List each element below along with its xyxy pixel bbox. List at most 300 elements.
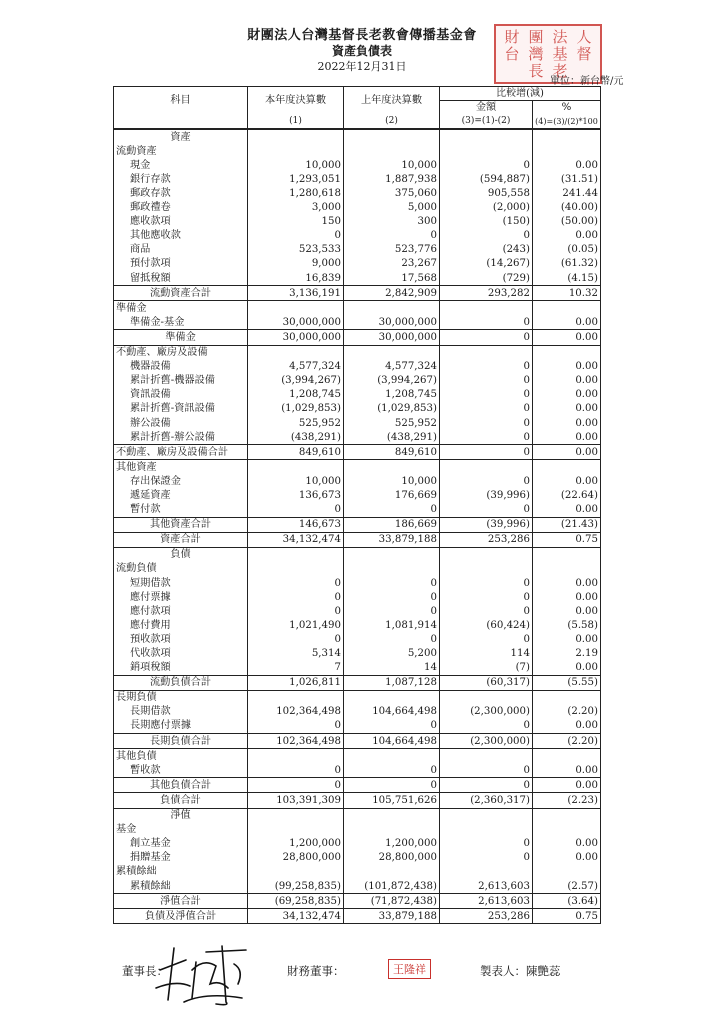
preparer-label: 製表人：陳艷蕊 (480, 964, 561, 978)
cell-a: 0 (248, 778, 344, 793)
cell-c: (14,267) (440, 257, 533, 271)
seal-char: 台 (504, 44, 520, 63)
row-label: 應付票據 (114, 590, 248, 604)
cell-b: 0 (344, 590, 440, 604)
row-label: 機器設備 (114, 360, 248, 374)
cell-d (533, 865, 601, 879)
cell-c (440, 129, 533, 144)
cell-b (344, 144, 440, 158)
row-label: 累計折舊-機器設備 (114, 374, 248, 388)
cell-a: 30,000,000 (248, 330, 344, 345)
cell-a: 102,364,498 (248, 705, 344, 719)
cell-b: (1,029,853) (344, 402, 440, 416)
cell-b: (101,872,438) (344, 879, 440, 894)
cell-d (533, 144, 601, 158)
cell-c: (594,887) (440, 172, 533, 186)
table-row (114, 271, 601, 286)
cell-d: 0.00 (533, 430, 601, 445)
row-label: 其他負債 (114, 749, 248, 764)
table-row (114, 823, 601, 837)
cell-a: 3,136,191 (248, 286, 344, 301)
cell-d: 0.00 (533, 503, 601, 518)
cell-d (533, 562, 601, 576)
cell-a: 525,952 (248, 416, 344, 430)
cell-d: (4.15) (533, 271, 601, 286)
table-row (114, 517, 601, 532)
cell-a: 10,000 (248, 474, 344, 488)
cell-d (533, 129, 601, 144)
cell-c: 0 (440, 416, 533, 430)
balance-sheet-table (113, 86, 601, 924)
cell-a (248, 547, 344, 562)
cell-c: 0 (440, 445, 533, 460)
report-date: 2022年12月31日 (317, 60, 407, 73)
cell-b: 1,887,938 (344, 172, 440, 186)
seal-char: 灣 (528, 44, 544, 63)
cell-c: (2,360,317) (440, 793, 533, 808)
table-row (114, 604, 601, 618)
cell-b: 300 (344, 215, 440, 229)
cell-b: 105,751,626 (344, 793, 440, 808)
cell-a: 1,208,745 (248, 388, 344, 402)
currency-unit: 單位：新台幣/元 (550, 76, 624, 87)
cell-a (248, 823, 344, 837)
cell-c: (39,996) (440, 488, 533, 502)
cell-d: (31.51) (533, 172, 601, 186)
cell-a (248, 129, 344, 144)
cell-d: 0.00 (533, 851, 601, 865)
cell-c: 114 (440, 646, 533, 660)
header-col1: (1) (248, 114, 344, 129)
cell-c (440, 345, 533, 360)
cell-b: 525,952 (344, 416, 440, 430)
table-row (114, 590, 601, 604)
table-row (114, 301, 601, 316)
cell-c (440, 562, 533, 576)
table-row (114, 632, 601, 646)
cell-a: 103,391,309 (248, 793, 344, 808)
table-row (114, 646, 601, 660)
table-row (114, 661, 601, 676)
table-row (114, 547, 601, 562)
row-label: 資產 (114, 129, 248, 144)
cell-d: (2.20) (533, 734, 601, 749)
row-label: 資產合計 (114, 532, 248, 547)
cell-b: 5,200 (344, 646, 440, 660)
header-prior-year: 上年度決算數 (344, 87, 440, 115)
row-label: 捐贈基金 (114, 851, 248, 865)
cell-c: (60,317) (440, 675, 533, 690)
row-label: 銷項稅額 (114, 661, 248, 676)
cell-d (533, 345, 601, 360)
cell-b: 14 (344, 661, 440, 676)
row-label: 創立基金 (114, 837, 248, 851)
header-amount: 金額 (440, 101, 533, 115)
cell-c: 0 (440, 632, 533, 646)
cell-d: 2.19 (533, 646, 601, 660)
cell-a (248, 865, 344, 879)
row-label: 現金 (114, 158, 248, 172)
table-row (114, 503, 601, 518)
table-row (114, 837, 601, 851)
table-row (114, 474, 601, 488)
cell-c: 0 (440, 837, 533, 851)
cell-b: 17,568 (344, 271, 440, 286)
cell-b: 2,842,909 (344, 286, 440, 301)
row-label: 代收款項 (114, 646, 248, 660)
cell-c: 0 (440, 315, 533, 330)
cell-b: 375,060 (344, 186, 440, 200)
cell-d: 0.00 (533, 374, 601, 388)
header-current-year: 本年度決算數 (248, 87, 344, 115)
cell-a: 9,000 (248, 257, 344, 271)
cell-b: 1,087,128 (344, 675, 440, 690)
seal-char: 長 (528, 61, 544, 80)
cell-d (533, 808, 601, 823)
table-row (114, 158, 601, 172)
cell-b (344, 562, 440, 576)
table-row (114, 690, 601, 705)
header-subject: 科目 (114, 87, 248, 115)
row-label: 郵政存款 (114, 186, 248, 200)
seal-char: 人 (576, 27, 592, 46)
row-label: 淨值合計 (114, 894, 248, 909)
table-row (114, 144, 601, 158)
row-label: 不動產、廠房及設備合計 (114, 445, 248, 460)
row-label: 其他資產 (114, 460, 248, 475)
cell-c: 2,613,603 (440, 894, 533, 909)
cell-a (248, 301, 344, 316)
table-row (114, 909, 601, 924)
row-label: 預付款項 (114, 257, 248, 271)
cell-d: 0.00 (533, 604, 601, 618)
cell-c: 0 (440, 402, 533, 416)
table-row (114, 445, 601, 460)
cell-b: (438,291) (344, 430, 440, 445)
row-label: 資訊設備 (114, 388, 248, 402)
cell-a: 1,021,490 (248, 618, 344, 632)
seal-char: 法 (552, 27, 568, 46)
cell-a: 0 (248, 719, 344, 734)
table-row (114, 345, 601, 360)
table-row (114, 808, 601, 823)
cell-b: 0 (344, 576, 440, 590)
cell-b: 1,208,745 (344, 388, 440, 402)
cell-c: 0 (440, 330, 533, 345)
cell-d: 0.00 (533, 402, 601, 416)
cell-d (533, 460, 601, 475)
table-row (114, 286, 601, 301)
table-row (114, 172, 601, 186)
cell-a: 1,293,051 (248, 172, 344, 186)
cell-d (533, 690, 601, 705)
cell-b (344, 460, 440, 475)
cell-a: 1,280,618 (248, 186, 344, 200)
table-row (114, 763, 601, 778)
table-body (114, 129, 601, 924)
table-row (114, 215, 601, 229)
cell-d (533, 749, 601, 764)
table-row (114, 488, 601, 502)
cell-a (248, 749, 344, 764)
cell-a: 0 (248, 763, 344, 778)
cell-d: 0.75 (533, 532, 601, 547)
table-row (114, 675, 601, 690)
document-title: 資產負債表 (331, 44, 392, 58)
cell-b: 0 (344, 503, 440, 518)
cell-a (248, 690, 344, 705)
cell-c: 0 (440, 604, 533, 618)
cell-a: 10,000 (248, 158, 344, 172)
seal-char: 督 (576, 44, 592, 63)
cell-a: 5,314 (248, 646, 344, 660)
cell-a: (438,291) (248, 430, 344, 445)
cell-b: 0 (344, 763, 440, 778)
cell-a: 523,533 (248, 243, 344, 257)
cell-b (344, 345, 440, 360)
table-row (114, 778, 601, 793)
cell-c (440, 144, 533, 158)
cell-d: (5.55) (533, 675, 601, 690)
cell-a: 3,000 (248, 201, 344, 215)
cell-c: 905,558 (440, 186, 533, 200)
cell-d (533, 823, 601, 837)
row-label: 長期負債合計 (114, 734, 248, 749)
cell-a (248, 144, 344, 158)
row-label: 預收款項 (114, 632, 248, 646)
cell-c: (150) (440, 215, 533, 229)
row-label: 長期負債 (114, 690, 248, 705)
cell-b (344, 749, 440, 764)
cell-a: 146,673 (248, 517, 344, 532)
row-label: 流動資產 (114, 144, 248, 158)
cell-b: 104,664,498 (344, 705, 440, 719)
table-row (114, 186, 601, 200)
cell-a: 1,200,000 (248, 837, 344, 851)
cell-b (344, 823, 440, 837)
table-row (114, 374, 601, 388)
cell-c: 0 (440, 374, 533, 388)
table-row (114, 865, 601, 879)
row-label: 累計折舊-資訊設備 (114, 402, 248, 416)
cell-d: 0.75 (533, 909, 601, 924)
cell-d: 0.00 (533, 388, 601, 402)
cell-d: (2.23) (533, 793, 601, 808)
row-label: 短期借款 (114, 576, 248, 590)
cell-d: (3.64) (533, 894, 601, 909)
cell-b: 30,000,000 (344, 330, 440, 345)
seal-char: 團 (528, 27, 544, 46)
cell-c: 0 (440, 503, 533, 518)
row-label: 暫收款 (114, 763, 248, 778)
cell-a: 34,132,474 (248, 909, 344, 924)
cell-b: 0 (344, 778, 440, 793)
seal-char: 老 (552, 61, 568, 80)
cell-d: 0.00 (533, 360, 601, 374)
header-subject-blank (114, 114, 248, 129)
cell-d (533, 301, 601, 316)
row-label: 其他資產合計 (114, 517, 248, 532)
cell-c: (60,424) (440, 618, 533, 632)
cell-b: 1,200,000 (344, 837, 440, 851)
cell-c: 0 (440, 851, 533, 865)
cell-b: 33,879,188 (344, 532, 440, 547)
cell-c: 0 (440, 778, 533, 793)
table-row (114, 388, 601, 402)
seal-char: 財 (504, 27, 520, 46)
cell-c: (2,000) (440, 201, 533, 215)
cell-d: 0.00 (533, 229, 601, 243)
table-row (114, 360, 601, 374)
cell-a: 30,000,000 (248, 315, 344, 330)
cell-c: (39,996) (440, 517, 533, 532)
cell-d: 0.00 (533, 416, 601, 430)
cell-c: 0 (440, 763, 533, 778)
row-label: 長期應付票據 (114, 719, 248, 734)
cell-b: 4,577,324 (344, 360, 440, 374)
cell-d: 0.00 (533, 661, 601, 676)
cell-c: 0 (440, 430, 533, 445)
cell-a: 4,577,324 (248, 360, 344, 374)
row-label: 辦公設備 (114, 416, 248, 430)
cell-c: 2,613,603 (440, 879, 533, 894)
cell-d: 0.00 (533, 158, 601, 172)
cell-b: 104,664,498 (344, 734, 440, 749)
cell-b: 186,669 (344, 517, 440, 532)
row-label: 流動負債 (114, 562, 248, 576)
cell-c: 253,286 (440, 909, 533, 924)
cell-c (440, 547, 533, 562)
cell-d: (0.05) (533, 243, 601, 257)
cell-c: (2,300,000) (440, 734, 533, 749)
cell-c (440, 690, 533, 705)
header-col4: (4)=(3)/(2)*100 (533, 114, 601, 129)
cell-d: 0.00 (533, 778, 601, 793)
cell-a: 34,132,474 (248, 532, 344, 547)
cell-d: (61.32) (533, 257, 601, 271)
row-label: 暫付款 (114, 503, 248, 518)
cell-c (440, 460, 533, 475)
row-label: 其他負債合計 (114, 778, 248, 793)
cell-c (440, 301, 533, 316)
cell-a: 0 (248, 632, 344, 646)
row-label: 準備金 (114, 330, 248, 345)
cell-d: 241.44 (533, 186, 601, 200)
row-label: 累積餘絀 (114, 879, 248, 894)
cell-d: 0.00 (533, 763, 601, 778)
table-row (114, 576, 601, 590)
row-label: 淨值 (114, 808, 248, 823)
cell-a (248, 562, 344, 576)
cell-d: (2.20) (533, 705, 601, 719)
cell-d: 0.00 (533, 474, 601, 488)
cell-c: 0 (440, 360, 533, 374)
chairman-signature (146, 940, 258, 1010)
cell-c (440, 749, 533, 764)
cell-d: 0.00 (533, 315, 601, 330)
table-row (114, 201, 601, 215)
table-row (114, 229, 601, 243)
cell-b: 0 (344, 229, 440, 243)
cell-b: 849,610 (344, 445, 440, 460)
cell-a: 0 (248, 604, 344, 618)
cell-c (440, 808, 533, 823)
chairman-label: 董事長： (122, 964, 168, 978)
cell-b: 10,000 (344, 158, 440, 172)
cell-a: 0 (248, 503, 344, 518)
table-row (114, 129, 601, 144)
cell-a: 0 (248, 590, 344, 604)
cell-a: 136,673 (248, 488, 344, 502)
cell-a: 0 (248, 229, 344, 243)
cell-d: 0.00 (533, 590, 601, 604)
table-row (114, 257, 601, 271)
cell-d: 10.32 (533, 286, 601, 301)
cell-b: 523,776 (344, 243, 440, 257)
cell-d (533, 547, 601, 562)
cell-c: 293,282 (440, 286, 533, 301)
cell-a: 150 (248, 215, 344, 229)
cell-d: 0.00 (533, 445, 601, 460)
cell-c: (7) (440, 661, 533, 676)
row-label: 長期借款 (114, 705, 248, 719)
cell-b: 33,879,188 (344, 909, 440, 924)
cell-b (344, 690, 440, 705)
row-label: 應付費用 (114, 618, 248, 632)
cell-a: 102,364,498 (248, 734, 344, 749)
cell-a: 28,800,000 (248, 851, 344, 865)
row-label: 存出保證金 (114, 474, 248, 488)
table-row (114, 315, 601, 330)
cell-d: (50.00) (533, 215, 601, 229)
organization-name: 財團法人台灣基督長老教會傳播基金會 (247, 28, 477, 43)
cell-b: 176,669 (344, 488, 440, 502)
cell-b: 5,000 (344, 201, 440, 215)
cell-b: 0 (344, 719, 440, 734)
table-row (114, 532, 601, 547)
table-row (114, 330, 601, 345)
finance-director-stamp: 王隆祥 (388, 959, 431, 979)
cell-b: 23,267 (344, 257, 440, 271)
cell-a: (99,258,835) (248, 879, 344, 894)
cell-c: 0 (440, 229, 533, 243)
cell-a (248, 460, 344, 475)
row-label: 應收款項 (114, 215, 248, 229)
cell-b: 0 (344, 604, 440, 618)
cell-d: (5.58) (533, 618, 601, 632)
cell-d: 0.00 (533, 576, 601, 590)
cell-c (440, 865, 533, 879)
table-row (114, 402, 601, 416)
cell-a (248, 808, 344, 823)
row-label: 商品 (114, 243, 248, 257)
row-label: 負債合計 (114, 793, 248, 808)
cell-b: (71,872,438) (344, 894, 440, 909)
table-row (114, 894, 601, 909)
cell-a: 849,610 (248, 445, 344, 460)
row-label: 累積餘絀 (114, 865, 248, 879)
cell-a: 7 (248, 661, 344, 676)
cell-b: (3,994,267) (344, 374, 440, 388)
cell-c: 0 (440, 576, 533, 590)
table-row (114, 243, 601, 257)
table-row (114, 851, 601, 865)
cell-a (248, 345, 344, 360)
cell-d: (22.64) (533, 488, 601, 502)
header-col2: (2) (344, 114, 440, 129)
cell-a: (3,994,267) (248, 374, 344, 388)
row-label: 負債 (114, 547, 248, 562)
